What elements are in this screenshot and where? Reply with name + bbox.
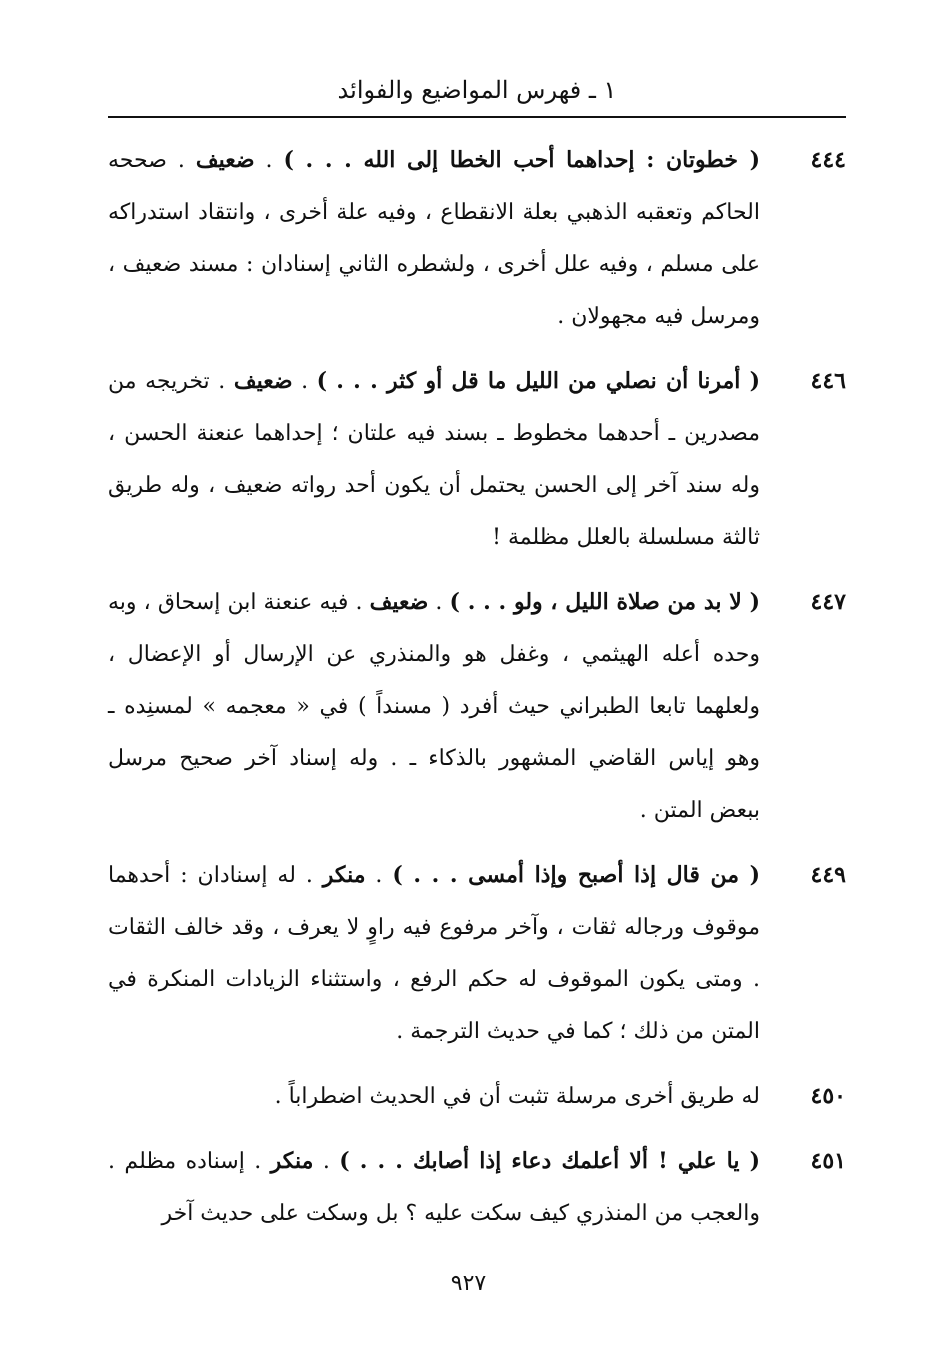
hadith-title: ( من قال إذا أصبح وإذا أمسى . . . ) <box>392 862 760 888</box>
hadith-title: ( خطوتان : إحداهما أحب الخطا إلى الله . . . ) <box>283 147 761 173</box>
grade-label: منكر <box>322 862 366 888</box>
entry-body <box>108 1135 760 1240</box>
index-entry <box>108 849 846 1058</box>
separator: . <box>292 369 317 394</box>
hadith-title: ( لا بد من صلاة الليل ، ولو . . . ) <box>449 589 760 615</box>
separator: . <box>365 863 393 888</box>
separator: . <box>428 590 450 615</box>
separator: . <box>313 1149 340 1174</box>
index-entry <box>108 134 846 343</box>
page-number: ٩٢٧ <box>450 1271 487 1296</box>
hadith-title: ( أمرنا أن نصلي من الليل ما قل أو كثر . . . ) <box>316 368 760 394</box>
grade-label: ضعيف <box>233 368 293 394</box>
index-entry <box>108 1070 846 1123</box>
entry-body <box>108 849 760 1058</box>
separator: . <box>254 148 284 173</box>
entry-text: . إسناده مظلم . والعجب من المنذري كيف سكت عليه ؟ بل وسكت على حديث آخر <box>108 1149 760 1226</box>
header-rule <box>108 116 846 118</box>
index-entry <box>108 576 846 837</box>
grade-label: منكر <box>270 1148 314 1174</box>
entry-text: . تخريجه من مصدرين ـ أحدهما مخطوط ـ بسند فيه علتان ؛ إحداهما عنعنة الحسن ، وله سند آخر إلى الحسن يحتمل أن يكون أحد رواته ضعيف ، وله طريق ثالثة مسلسلة بالعلل مظلمة ! <box>108 369 760 550</box>
entries-list <box>108 134 846 1252</box>
entry-body <box>108 134 760 343</box>
entry-text: . فيه عنعنة ابن إسحاق ، وبه وحده أعله الهيثمي ، وغفل هو والمنذري عن الإرسال أو الإعضال ، ولعلهما تابعا الطبراني حيث أفرد ( مسنداً ) في « معجمه » لمسنِده ـ وهو إياس القاضي المشهور بالذكاء ـ . وله إسناد آخر صحيح مرسل ببعض المتن . <box>108 590 760 823</box>
entry-body <box>108 1070 760 1123</box>
entry-text: . له إسنادان : أحدهما موقوف ورجاله ثقات ، وآخر مرفوع فيه راوٍ لا يعرف ، وقد خالف الثقات . ومتى يكون الموقوف له حكم الرفع ، واستثناء الزيادات المنكرة في المتن من ذلك ؛ كما في حديث الترجمة . <box>108 863 760 1044</box>
entry-number: ٤٥١ <box>810 1148 846 1174</box>
running-header: ١ ـ فهرس المواضيع والفوائد <box>337 76 617 104</box>
index-entry <box>108 1135 846 1240</box>
grade-label: ضعيف <box>369 589 429 615</box>
entry-body <box>108 355 760 564</box>
entry-number: ٤٤٦ <box>810 368 846 394</box>
entry-number: ٤٤٩ <box>810 862 846 888</box>
entry-text: . صححه الحاكم وتعقبه الذهبي بعلة الانقطاع ، وفيه علة أخرى ، وانتقاد استدراكه على مسلم ، وفيه علل أخرى ، ولشطره الثاني إسنادان : مسند ضعيف ، ومرسل فيه مجهولان . <box>108 148 760 329</box>
grade-label: ضعيف <box>195 147 255 173</box>
entry-text: له طريق أخرى مرسلة تثبت أن في الحديث اضطراباً . <box>274 1084 760 1109</box>
entry-number: ٤٤٤ <box>810 147 846 173</box>
entry-number: ٤٥٠ <box>810 1083 846 1109</box>
entry-body <box>108 576 760 837</box>
index-entry <box>108 355 846 564</box>
hadith-title: ( يا علي ! ألا أعلمك دعاء إذا أصابك . . . ) <box>339 1148 760 1174</box>
entry-number: ٤٤٧ <box>810 589 846 615</box>
